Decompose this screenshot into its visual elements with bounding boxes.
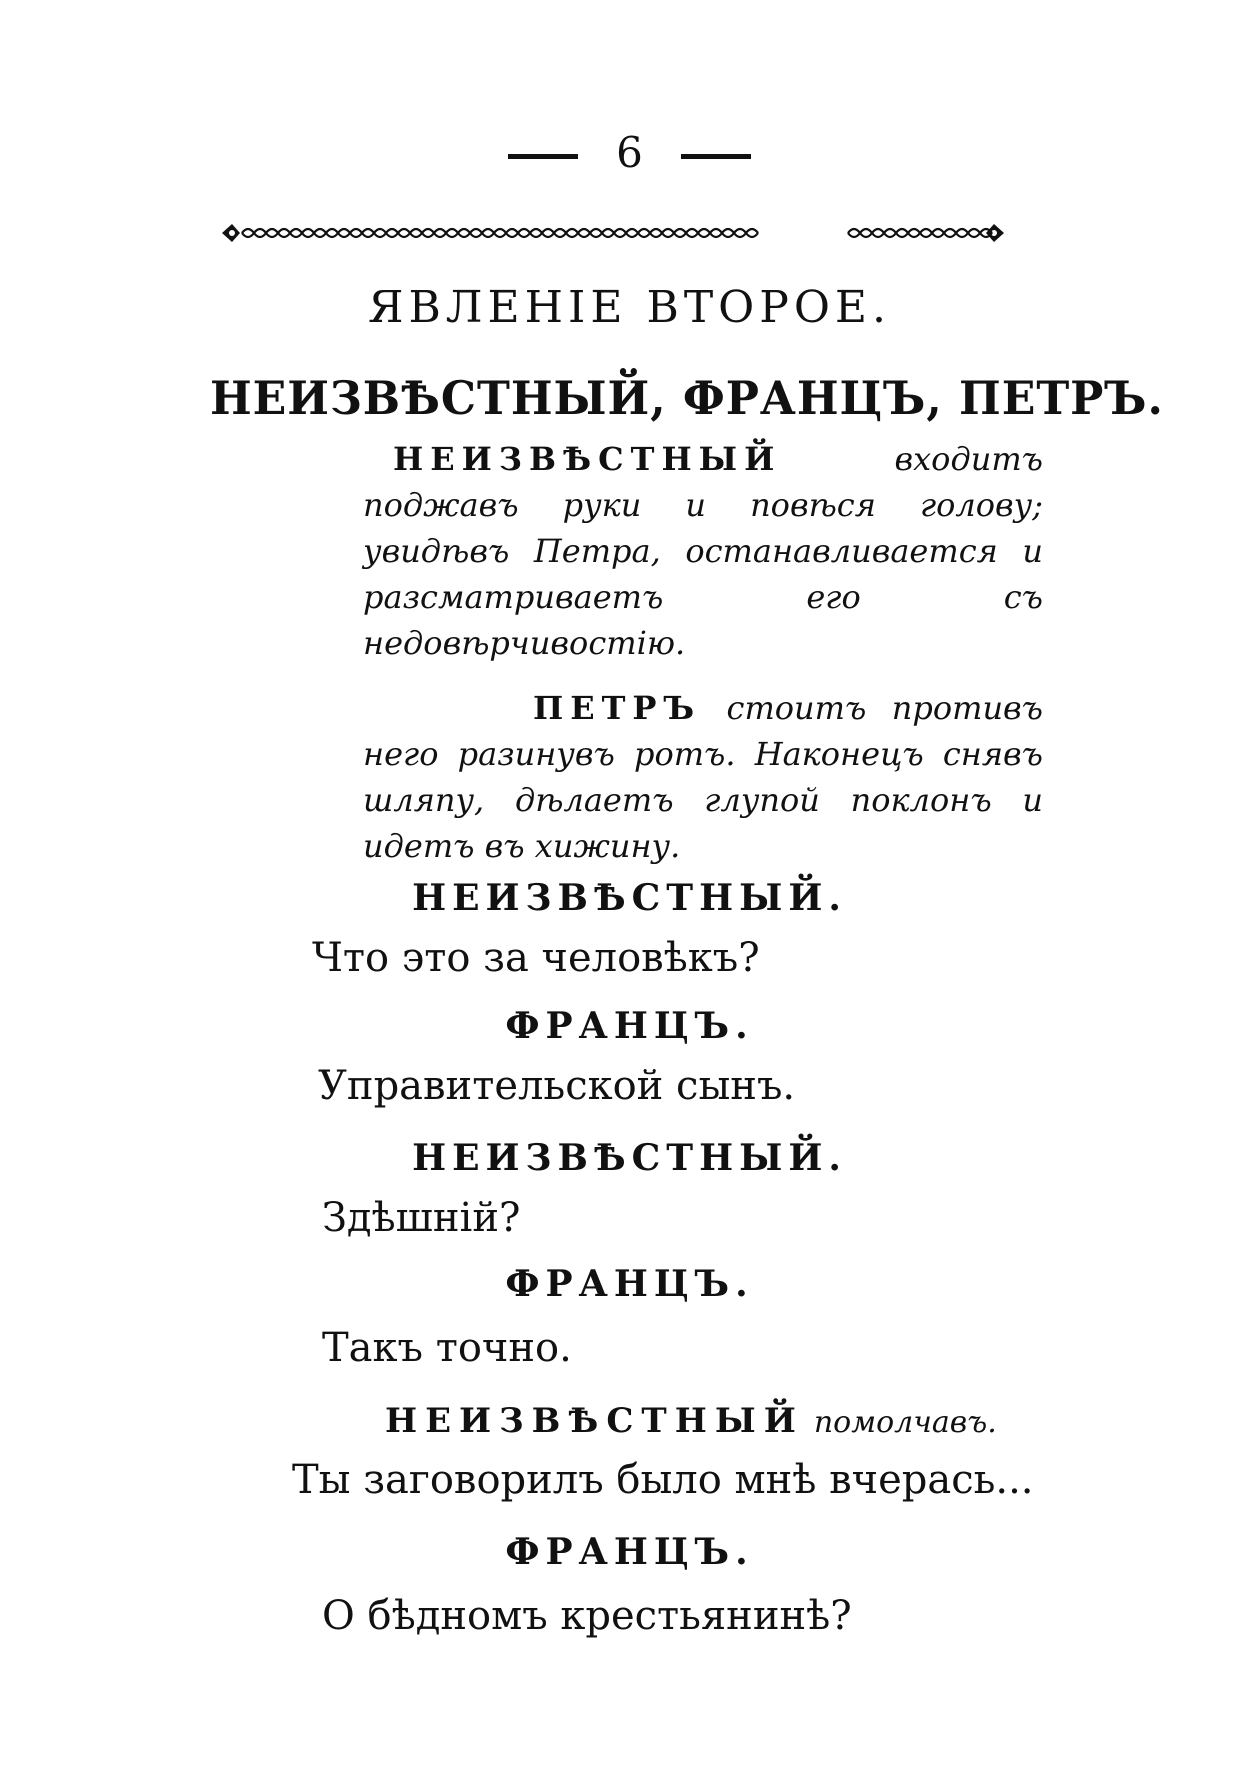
direction-speaker: НЕИЗВѢСТНЫЙ [393, 440, 782, 478]
inline-action: помолчавъ. [813, 1405, 997, 1440]
inline-speaker: НЕИЗВѢСТНЫЙ [385, 1401, 804, 1441]
speech-line: Здѣшній? [322, 1195, 521, 1241]
speech-line: Управительской сынъ. [318, 1063, 796, 1109]
page-number: 6 [616, 128, 643, 177]
folio-dash-right [681, 154, 751, 159]
direction-text: стоитъ противъ него разинувъ ротъ. Наконецъ снявъ шляпу, дѣлаетъ глупой поклонъ и идетъ въ хижину. [363, 689, 1044, 865]
scene-title: ЯВЛЕНІЕ ВТОРОЕ. [367, 282, 892, 333]
page-number-header [0, 128, 1259, 178]
speech-line: Что это за человѣкъ? [312, 935, 760, 981]
direction-speaker: ПЕТРЪ [533, 689, 702, 727]
speaker-label: ФРАНЦЪ. [505, 1531, 754, 1573]
folio-dash-left [508, 154, 578, 159]
speaker-label: НЕИЗВѢСТНЫЙ. [412, 1137, 847, 1179]
inline-stage-direction [385, 1401, 997, 1441]
direction-text: входитъ поджавъ руки и повѣся голову; увидѣвъ Петра, останавливается и разсматриваетъ его съ недовѣрчивостію. [363, 440, 1043, 662]
speaker-label: НЕИЗВѢСТНЫЙ. [412, 877, 847, 919]
ornament-rule [218, 218, 1018, 248]
speech-line: Такъ точно. [322, 1325, 572, 1371]
cast-list: НЕИЗВѢСТНЫЙ, ФРАНЦЪ, ПЕТРЪ. [210, 371, 1164, 425]
speech-line: О бѣдномъ крестьянинѣ? [322, 1593, 852, 1639]
stage-direction-unknown [363, 436, 1043, 666]
speaker-label: ФРАНЦЪ. [505, 1005, 754, 1047]
stage-direction-petr [363, 685, 1043, 869]
speaker-label: ФРАНЦЪ. [505, 1263, 754, 1305]
speech-line: Ты заговорилъ было мнѣ вчерась... [292, 1457, 1034, 1503]
